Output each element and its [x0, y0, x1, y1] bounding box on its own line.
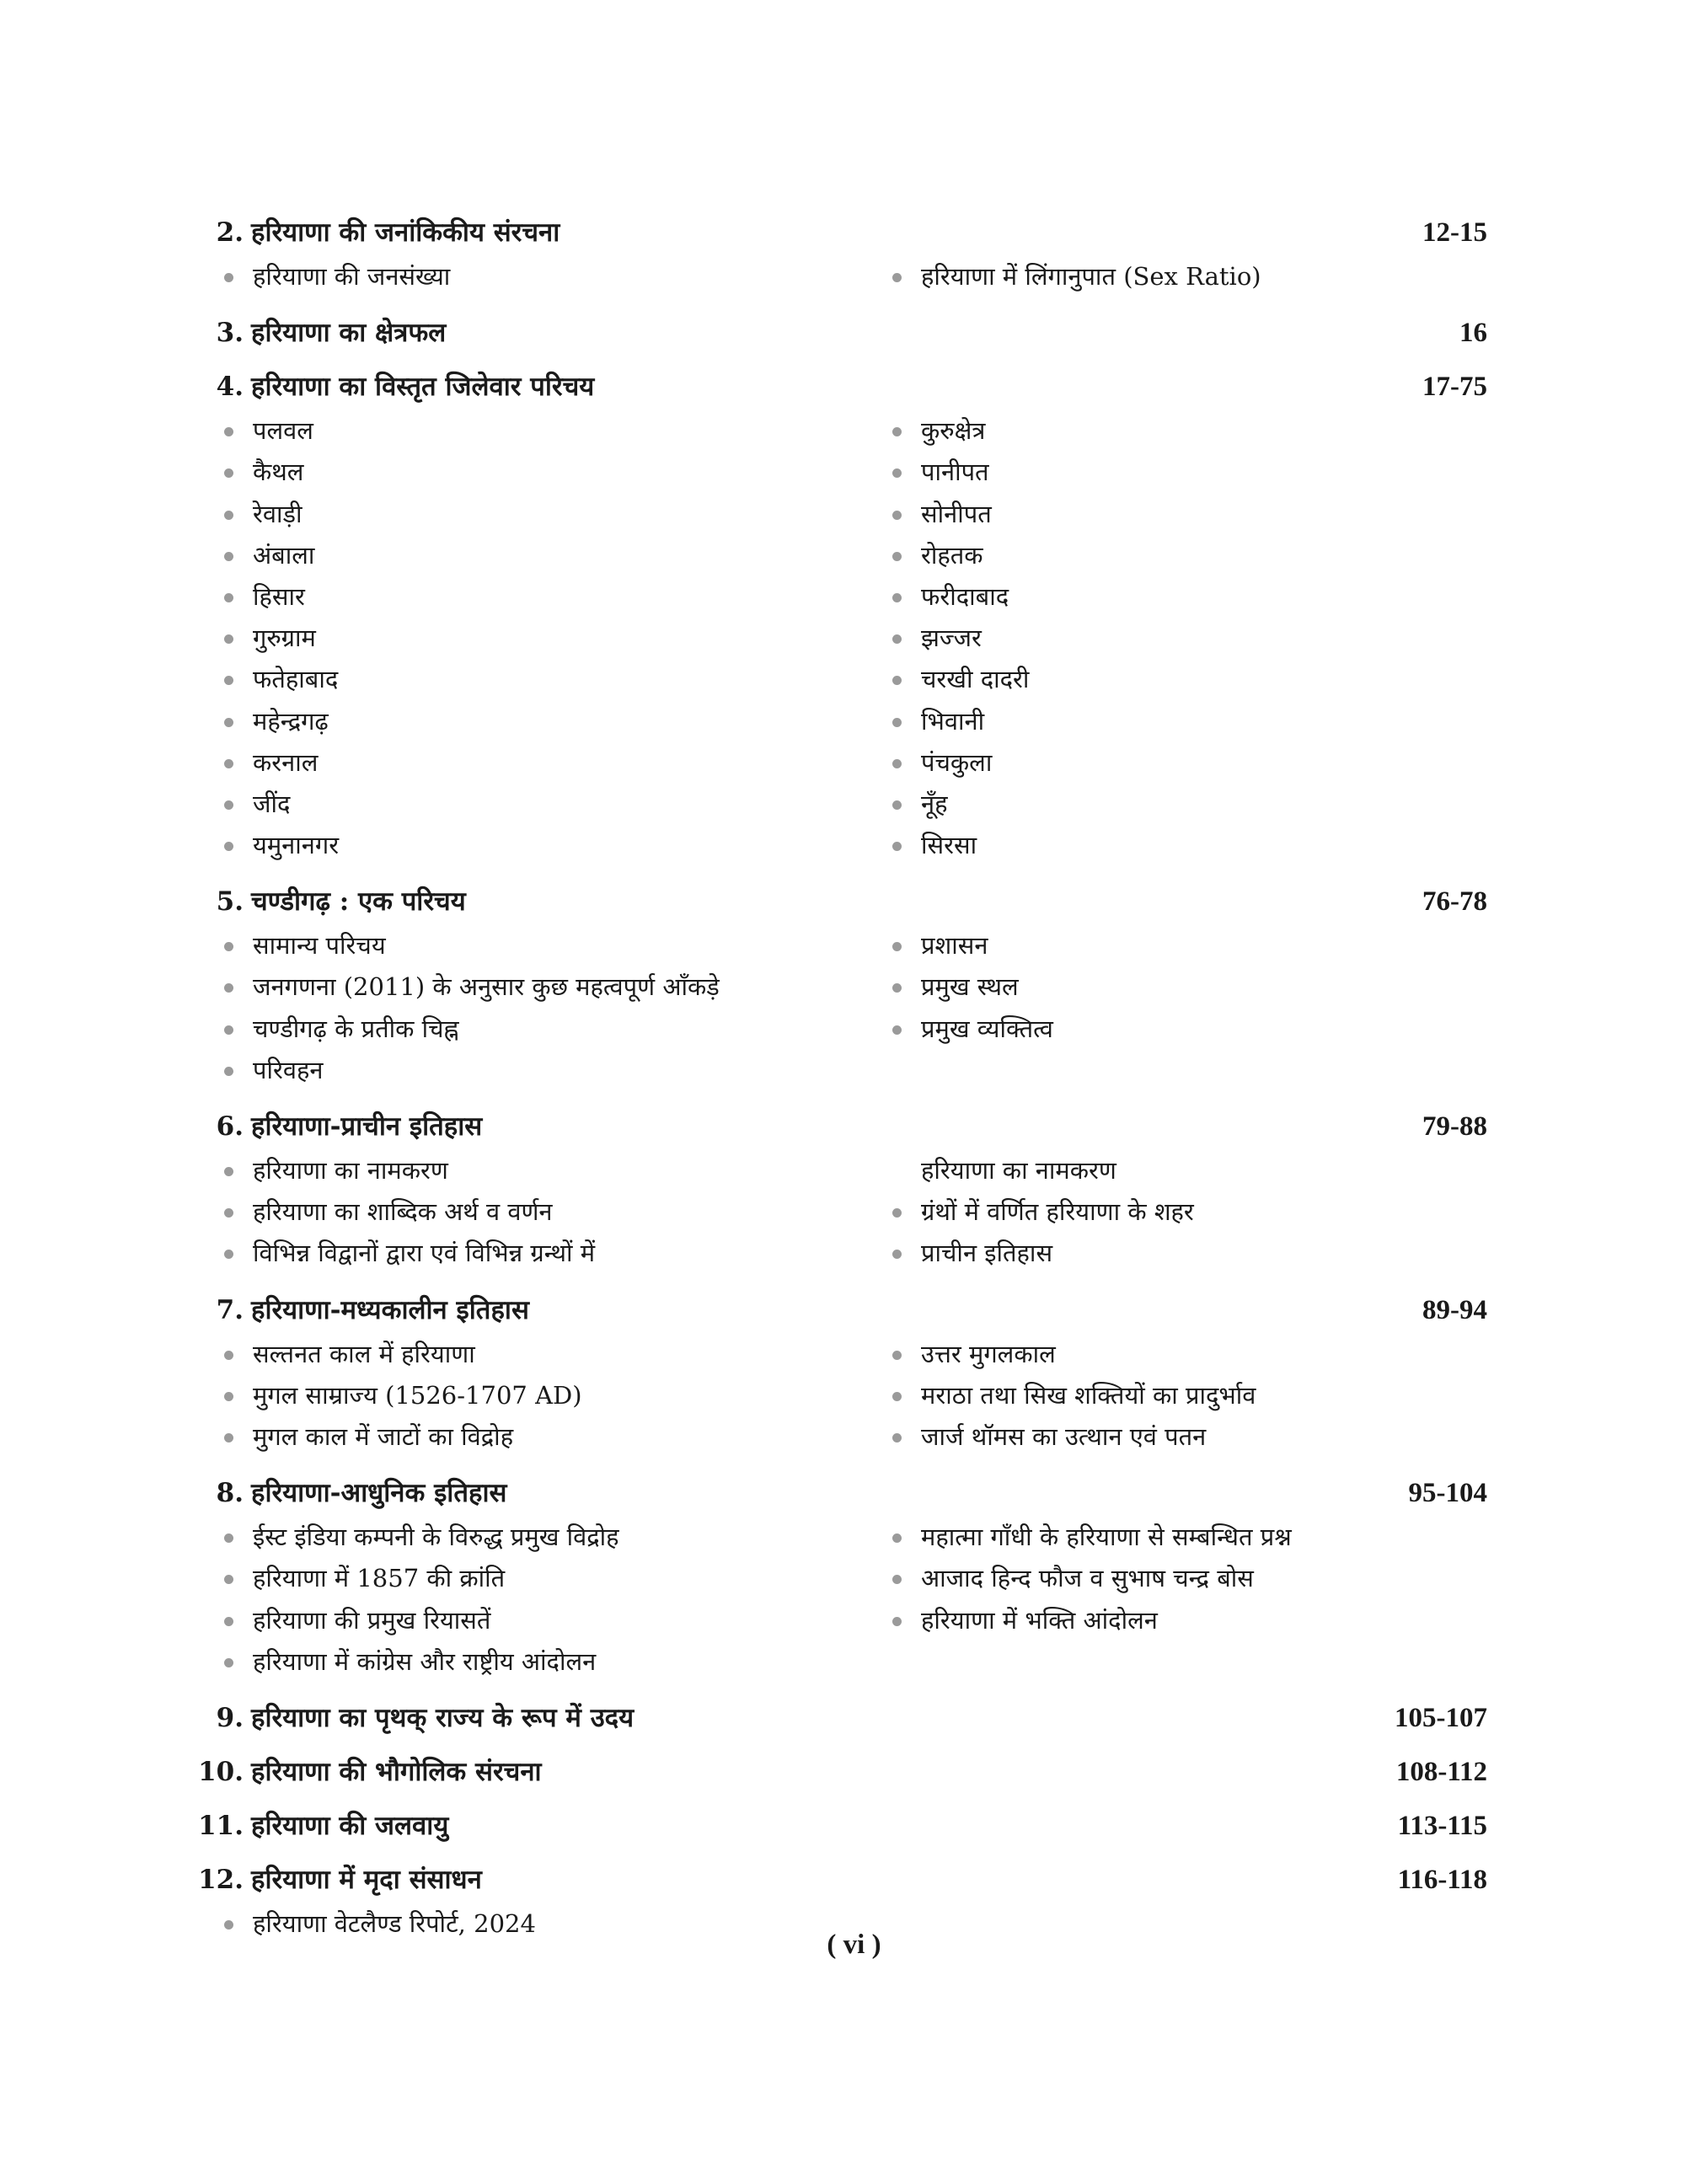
subtopic-item	[921, 535, 983, 576]
subtopic-item	[921, 659, 1029, 700]
subtopic-list	[0, 256, 1708, 297]
subtopic-item	[253, 1416, 513, 1458]
section-title: हरियाणा-आधुनिक इतिहास	[251, 1478, 507, 1509]
subtopic-list	[0, 410, 1708, 866]
subtopic-label: सल्तनत काल में हरियाणा	[253, 1339, 475, 1368]
section-number: 9.	[216, 1702, 244, 1733]
subtopic-label: हरियाणा का शाब्दिक अर्थ व वर्णन	[253, 1197, 553, 1227]
section-title: हरियाणा की जलवायु	[251, 1810, 449, 1841]
subtopic-item	[253, 1150, 448, 1191]
subtopic-row	[0, 1375, 1708, 1416]
subtopic-item	[253, 618, 316, 659]
section-page-range: 108-112	[1395, 1756, 1487, 1787]
bullet-icon	[224, 273, 233, 282]
section-page-range: 116-118	[1397, 1864, 1487, 1895]
bullet-icon	[224, 1250, 233, 1259]
subtopic-label: सिरसा	[921, 831, 977, 860]
subtopic-label: अंबाला	[253, 540, 315, 570]
section-number: 5.	[216, 886, 244, 918]
subtopic-item	[253, 256, 450, 297]
subtopic-item	[921, 825, 977, 866]
section-heading	[0, 309, 1708, 356]
subtopic-item	[253, 1375, 582, 1416]
bullet-icon	[224, 1351, 233, 1360]
section-title: हरियाणा में मृदा संसाधन	[251, 1864, 482, 1895]
bullet-icon	[892, 1533, 902, 1543]
bullet-icon	[892, 468, 902, 478]
subtopic-item	[253, 576, 305, 618]
subtopic-label: भिवानी	[921, 706, 985, 736]
subtopic-label: जींद	[253, 789, 291, 818]
subtopic-label: हरियाणा का नामकरण	[921, 1156, 1116, 1185]
subtopic-label: मुगल काल में जाटों का विद्रोह	[253, 1421, 514, 1451]
bullet-icon	[892, 718, 902, 727]
subtopic-label: झज्जर	[921, 624, 982, 653]
subtopic-item	[253, 1600, 490, 1641]
subtopic-label: चरखी दादरी	[921, 665, 1030, 694]
subtopic-label: ईस्ट इंडिया कम्पनी के विरुद्ध प्रमुख विद्रोह	[253, 1523, 619, 1552]
subtopic-row	[0, 1600, 1708, 1641]
section-number: 4.	[216, 372, 244, 403]
subtopic-row	[0, 576, 1708, 618]
section-page-range: 12-15	[1422, 217, 1487, 248]
subtopic-item	[921, 1334, 1056, 1375]
subtopic-label: करनाल	[253, 747, 319, 777]
section-title: हरियाणा का पृथक् राज्य के रूप में उदय	[251, 1702, 634, 1733]
subtopic-item	[921, 256, 1261, 297]
subtopic-label: यमुनानगर	[253, 831, 340, 860]
bullet-icon	[892, 1617, 902, 1626]
subtopic-label: जार्ज थॉमस का उत्थान एवं पतन	[921, 1421, 1207, 1451]
subtopic-item	[253, 784, 290, 825]
subtopic-item	[921, 701, 984, 742]
subtopic-item	[253, 452, 303, 493]
subtopic-item	[253, 494, 303, 535]
bullet-icon	[892, 842, 902, 851]
section-heading	[0, 1287, 1708, 1334]
section-heading	[0, 1469, 1708, 1517]
subtopic-label: प्रशासन	[921, 931, 988, 961]
bullet-icon	[224, 942, 233, 951]
subtopic-item	[921, 1375, 1256, 1416]
toc-section	[0, 1694, 1708, 1748]
subtopic-item	[253, 1641, 596, 1683]
subtopic-item	[253, 1558, 505, 1599]
bullet-icon	[892, 1025, 902, 1035]
subtopic-list	[0, 1334, 1708, 1459]
subtopic-label: मुगल साम्राज्य (1526-1707 AD)	[253, 1380, 582, 1410]
section-page-range: 76-78	[1422, 886, 1487, 918]
bullet-icon	[892, 983, 902, 993]
subtopic-item	[921, 784, 948, 825]
bullet-icon	[224, 511, 233, 520]
subtopic-item	[253, 1517, 619, 1558]
subtopic-label: परिवहन	[253, 1055, 324, 1084]
subtopic-row	[0, 535, 1708, 576]
subtopic-row	[0, 659, 1708, 700]
subtopic-row	[0, 1009, 1708, 1050]
bullet-icon	[224, 759, 233, 768]
subtopic-label: मराठा तथा सिख शक्तियों का प्रादुर्भाव	[921, 1380, 1256, 1410]
bullet-icon	[224, 676, 233, 685]
subtopic-label: हरियाणा वेटलैण्ड रिपोर्ट, 2024	[253, 1908, 536, 1938]
toc-section	[0, 363, 1708, 878]
subtopic-row	[0, 1558, 1708, 1599]
subtopic-label: फरीदाबाद	[921, 581, 1009, 611]
section-title: हरियाणा का विस्तृत जिलेवार परिचय	[251, 372, 595, 403]
section-page-range: 79-88	[1422, 1111, 1487, 1142]
subtopic-item	[253, 925, 386, 966]
subtopic-label: गुरुग्राम	[253, 624, 316, 653]
subtopic-label: आजाद हिन्द फौज व सुभाष चन्द्र बोस	[921, 1564, 1254, 1593]
subtopic-row	[0, 452, 1708, 493]
subtopic-row	[0, 1150, 1708, 1191]
section-title: हरियाणा की जनांकिकीय संरचना	[251, 217, 560, 248]
subtopic-item	[921, 966, 1019, 1008]
bullet-icon	[892, 1575, 902, 1584]
section-number: 10.	[198, 1756, 244, 1787]
subtopic-item	[253, 1334, 475, 1375]
subtopic-row	[0, 618, 1708, 659]
subtopic-label: जनगणना (2011) के अनुसार कुछ महत्वपूर्ण आँकड़े	[253, 972, 720, 1002]
section-title: हरियाणा-प्राचीन इतिहास	[251, 1111, 483, 1142]
section-title: हरियाणा-मध्यकालीन इतिहास	[251, 1294, 529, 1325]
subtopic-item	[921, 1416, 1206, 1458]
section-page-range: 113-115	[1397, 1810, 1487, 1841]
bullet-icon	[892, 273, 902, 282]
bullet-icon	[892, 511, 902, 520]
subtopic-item	[921, 1009, 1053, 1050]
subtopic-label: रोहतक	[921, 540, 983, 570]
subtopic-label: हरियाणा में 1857 की क्रांति	[253, 1564, 506, 1593]
section-title: हरियाणा की भौगोलिक संरचना	[251, 1756, 542, 1787]
subtopic-item	[921, 576, 1009, 618]
bullet-icon	[892, 676, 902, 685]
section-number: 11.	[198, 1810, 244, 1841]
subtopic-label: महेन्द्रगढ़	[253, 706, 329, 736]
bullet-icon	[224, 842, 233, 851]
bullet-icon	[224, 1067, 233, 1076]
subtopic-item	[921, 1517, 1292, 1558]
toc-section	[0, 209, 1708, 309]
section-page-range: 16	[1459, 318, 1487, 349]
bullet-icon	[224, 634, 233, 644]
subtopic-row	[0, 1517, 1708, 1558]
bullet-icon	[224, 427, 233, 436]
subtopic-item	[921, 452, 989, 493]
section-number: 8.	[216, 1478, 244, 1509]
section-page-range: 89-94	[1422, 1294, 1487, 1325]
subtopic-item	[253, 1191, 553, 1233]
subtopic-label: विभिन्न विद्वानों द्वारा एवं विभिन्न ग्रन्थों में	[253, 1239, 596, 1268]
subtopic-label: प्रमुख व्यक्तित्व	[921, 1014, 1053, 1043]
section-heading	[0, 1103, 1708, 1150]
subtopic-row	[0, 410, 1708, 452]
toc-section	[0, 1802, 1708, 1856]
section-page-range: 105-107	[1395, 1702, 1487, 1733]
subtopic-item	[921, 742, 992, 784]
section-heading	[0, 1856, 1708, 1903]
subtopic-label: हिसार	[253, 581, 305, 611]
subtopic-label: हरियाणा में कांग्रेस और राष्ट्रीय आंदोलन	[253, 1646, 597, 1676]
subtopic-item	[921, 618, 982, 659]
bullet-icon	[224, 593, 233, 602]
section-number: 12.	[198, 1864, 244, 1895]
subtopic-label: चण्डीगढ़ के प्रतीक चिह्न	[253, 1014, 459, 1043]
subtopic-item	[253, 659, 338, 700]
subtopic-item	[921, 494, 992, 535]
subtopic-row	[0, 784, 1708, 825]
subtopic-row	[0, 825, 1708, 866]
section-number: 3.	[216, 318, 244, 349]
table-of-contents	[0, 209, 1708, 1956]
section-number: 6.	[216, 1111, 244, 1142]
bullet-icon	[892, 1433, 902, 1442]
toc-section	[0, 1469, 1708, 1694]
bullet-icon	[224, 800, 233, 810]
subtopic-label: पानीपत	[921, 458, 989, 487]
subtopic-item	[253, 1009, 459, 1050]
subtopic-row	[0, 256, 1708, 297]
subtopic-list	[0, 1517, 1708, 1683]
bullet-icon	[224, 1617, 233, 1626]
bullet-icon	[892, 1208, 902, 1218]
subtopic-label: कैथल	[253, 458, 304, 487]
toc-section	[0, 878, 1708, 1103]
toc-section	[0, 1103, 1708, 1287]
bullet-icon	[224, 1533, 233, 1543]
section-number: 2.	[216, 217, 244, 248]
bullet-icon	[892, 1250, 902, 1259]
subtopic-row	[0, 1050, 1708, 1091]
subtopic-label: प्राचीन इतिहास	[921, 1239, 1053, 1268]
section-heading	[0, 209, 1708, 256]
bullet-icon	[892, 942, 902, 951]
subtopic-row	[0, 701, 1708, 742]
subtopic-row	[0, 742, 1708, 784]
section-heading	[0, 1802, 1708, 1849]
subtopic-label: पलवल	[253, 416, 313, 446]
subtopic-label: फतेहाबाद	[253, 665, 339, 694]
bullet-icon	[224, 552, 233, 561]
subtopic-label: उत्तर मुगलकाल	[921, 1339, 1056, 1368]
bullet-icon	[224, 1920, 233, 1930]
subtopic-label: सामान्य परिचय	[253, 931, 386, 961]
section-heading	[0, 1748, 1708, 1796]
subtopic-item	[921, 1233, 1052, 1274]
page-number: ( vi )	[827, 1930, 881, 1960]
bullet-icon	[892, 759, 902, 768]
section-heading	[0, 1694, 1708, 1742]
bullet-icon	[892, 552, 902, 561]
subtopic-label: महात्मा गाँधी के हरियाणा से सम्बन्धित प्रश्न	[921, 1523, 1292, 1552]
subtopic-item	[921, 1558, 1254, 1599]
subtopic-item	[253, 1050, 323, 1091]
subtopic-item	[921, 925, 988, 966]
subtopic-row	[0, 925, 1708, 966]
bullet-icon	[224, 718, 233, 727]
subtopic-item	[921, 1150, 1116, 1191]
subtopic-item	[921, 410, 985, 452]
subtopic-item	[253, 742, 318, 784]
bullet-icon	[224, 1167, 233, 1176]
bullet-icon	[892, 800, 902, 810]
subtopic-item	[253, 701, 329, 742]
subtopic-label: पंचकुला	[921, 747, 993, 777]
subtopic-item	[921, 1191, 1194, 1233]
section-page-range: 95-104	[1408, 1478, 1487, 1509]
subtopic-label: हरियाणा में लिंगानुपात (Sex Ratio)	[921, 262, 1261, 291]
subtopic-item	[253, 410, 313, 452]
bullet-icon	[224, 1025, 233, 1035]
subtopic-item	[253, 1233, 595, 1274]
subtopic-label: हरियाणा की जनसंख्या	[253, 262, 451, 291]
section-number: 7.	[216, 1294, 244, 1325]
bullet-icon	[892, 427, 902, 436]
section-heading	[0, 363, 1708, 410]
subtopic-label: रेवाड़ी	[253, 499, 303, 528]
subtopic-row	[0, 494, 1708, 535]
bullet-icon	[224, 983, 233, 993]
section-title: हरियाणा का क्षेत्रफल	[251, 318, 447, 349]
subtopic-row	[0, 1191, 1708, 1233]
toc-section	[0, 309, 1708, 363]
subtopic-label: प्रमुख स्थल	[921, 972, 1019, 1002]
subtopic-item	[253, 535, 314, 576]
bullet-icon	[892, 634, 902, 644]
bullet-icon	[224, 1392, 233, 1401]
toc-section	[0, 1748, 1708, 1802]
bullet-icon	[224, 1433, 233, 1442]
subtopic-label: नूँह	[921, 789, 948, 818]
subtopic-item	[921, 1600, 1158, 1641]
subtopic-list	[0, 925, 1708, 1091]
bullet-icon	[224, 1575, 233, 1584]
subtopic-list	[0, 1150, 1708, 1275]
bullet-icon	[892, 1392, 902, 1401]
section-title: चण्डीगढ़ : एक परिचय	[251, 886, 466, 918]
toc-section	[0, 1287, 1708, 1470]
subtopic-label: हरियाणा में भक्ति आंदोलन	[921, 1605, 1158, 1635]
bullet-icon	[224, 1208, 233, 1218]
bullet-icon	[892, 1351, 902, 1360]
subtopic-row	[0, 1641, 1708, 1683]
section-page-range: 17-75	[1422, 372, 1487, 403]
subtopic-label: कुरुक्षेत्र	[921, 416, 986, 446]
subtopic-item	[253, 966, 720, 1008]
bullet-icon	[892, 593, 902, 602]
subtopic-row	[0, 1416, 1708, 1458]
subtopic-label: हरियाणा की प्रमुख रियासतें	[253, 1605, 491, 1635]
subtopic-label: हरियाणा का नामकरण	[253, 1156, 448, 1185]
subtopic-row	[0, 966, 1708, 1008]
bullet-icon	[224, 468, 233, 478]
subtopic-label: सोनीपत	[921, 499, 992, 528]
section-heading	[0, 878, 1708, 925]
subtopic-item	[253, 825, 339, 866]
subtopic-row	[0, 1334, 1708, 1375]
bullet-icon	[224, 1658, 233, 1667]
subtopic-label: ग्रंथों में वर्णित हरियाणा के शहर	[921, 1197, 1194, 1227]
subtopic-row	[0, 1233, 1708, 1274]
